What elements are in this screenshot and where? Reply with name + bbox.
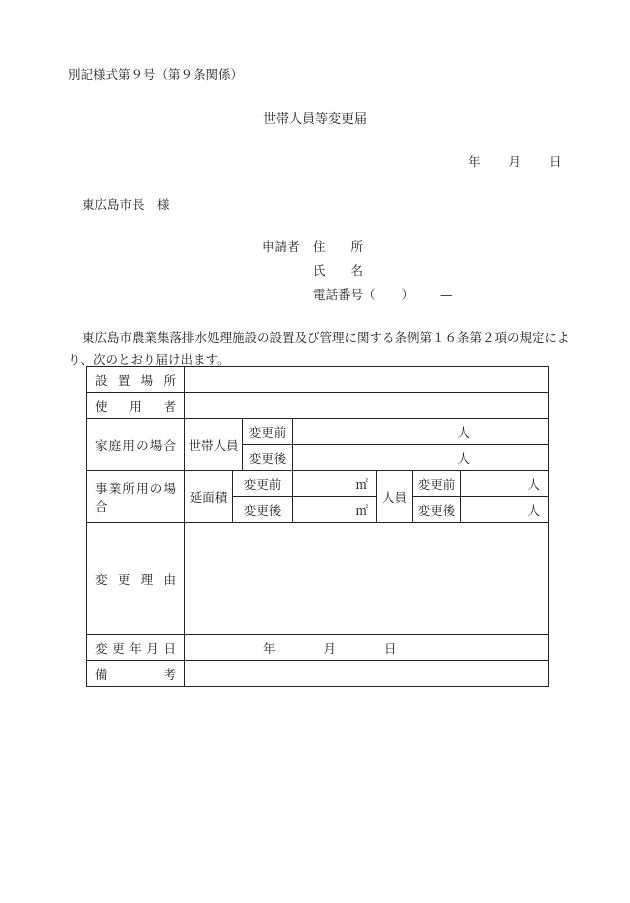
- remarks-label: 備考: [87, 661, 185, 687]
- phone-close-paren: ）: [401, 287, 415, 302]
- applicant-fields: [313, 241, 453, 313]
- reason-field[interactable]: [185, 523, 549, 635]
- floor-area-label: 延面積: [185, 471, 233, 523]
- location-field[interactable]: [185, 367, 549, 393]
- change-date-day: 日: [384, 640, 397, 656]
- area-before-label: 変更前: [233, 471, 293, 497]
- staff-after-field[interactable]: [461, 497, 549, 523]
- person-unit: 人: [527, 476, 541, 492]
- household-after-label: 変更後: [243, 445, 293, 471]
- reason-label: 変更理由: [87, 523, 185, 635]
- person-unit: 人: [457, 424, 471, 440]
- applicant-phone-label: 電話番号: [313, 287, 364, 302]
- location-label: 設置場所: [87, 367, 185, 393]
- declaration-text: 東広島市農業集落排水処理施設の設置及び管理に関する条例第１６条第２項の規定により、次のとおり届け出ます。: [68, 330, 570, 367]
- applicant-address-label: 住 所: [313, 239, 364, 254]
- phone-dash: —: [440, 287, 453, 302]
- submission-date: [468, 156, 562, 169]
- phone-open-paren: （: [363, 287, 376, 302]
- user-field[interactable]: [185, 393, 549, 419]
- area-after-field[interactable]: [293, 497, 377, 523]
- form-number: 別記様式第９号（第９条関係）: [68, 67, 244, 82]
- addressee: 東広島市長 様: [82, 197, 170, 212]
- area-before-field[interactable]: [293, 471, 377, 497]
- staff-after-label: 変更後: [413, 497, 461, 523]
- applicant-phone-row: [313, 289, 453, 313]
- household-after-field[interactable]: [293, 445, 549, 471]
- remarks-field[interactable]: [185, 661, 549, 687]
- person-unit: 人: [527, 502, 541, 518]
- household-before-label: 変更前: [243, 419, 293, 445]
- staff-label: 人員: [377, 471, 413, 523]
- change-date-month: 月: [323, 640, 337, 656]
- area-after-label: 変更後: [233, 497, 293, 523]
- user-label: 使用者: [87, 393, 185, 419]
- change-date-label: 変更年月日: [87, 635, 185, 661]
- area-unit: ㎡: [355, 502, 368, 518]
- person-unit: 人: [457, 450, 471, 466]
- area-unit: ㎡: [355, 476, 368, 492]
- applicant-label: 申請者: [262, 239, 300, 254]
- application-form-table: [86, 366, 549, 687]
- applicant-name-label: 氏 名: [313, 263, 364, 278]
- household-label: 家庭用の場合: [87, 419, 185, 471]
- date-month: 月: [508, 154, 522, 169]
- staff-before-label: 変更前: [413, 471, 461, 497]
- date-day: 日: [549, 154, 562, 169]
- change-date-field[interactable]: [185, 635, 549, 661]
- date-year: 年: [468, 154, 481, 169]
- change-date-year: 年: [263, 640, 276, 656]
- staff-before-field[interactable]: [461, 471, 549, 497]
- household-before-field[interactable]: [293, 419, 549, 445]
- business-label: 事業所用の場合: [87, 471, 185, 523]
- household-members-label: 世帯人員: [185, 419, 243, 471]
- document-title: 世帯人員等変更届: [262, 112, 367, 127]
